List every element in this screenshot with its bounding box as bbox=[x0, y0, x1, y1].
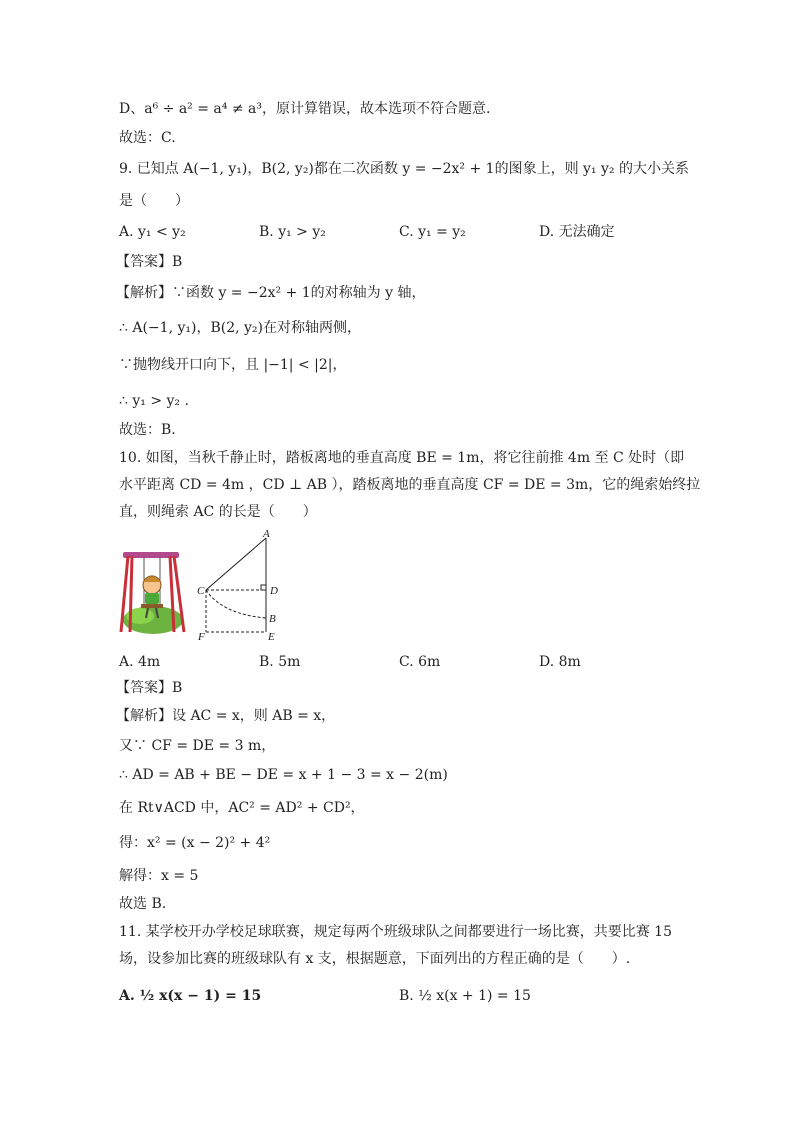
geometry-diagram bbox=[206, 538, 266, 632]
q10-line3: 直，则绳索 AC 的长是（ ） bbox=[119, 504, 317, 520]
q9-line2: 是（ ） bbox=[119, 193, 189, 209]
q10-analysis-2: 又∵ CF = DE = 3 m， bbox=[119, 738, 276, 754]
q10-option-d: D. 8m bbox=[539, 654, 581, 670]
q9-option-b: B. y₁ > y₂ bbox=[259, 224, 326, 240]
q10-select: 故选 B. bbox=[119, 896, 167, 912]
q10-analysis-4: 在 Rt∨ACD 中，AC² = AD² + CD²， bbox=[119, 800, 365, 816]
label-A: A bbox=[263, 528, 270, 540]
q10-analysis-6: 解得：x = 5 bbox=[119, 868, 199, 884]
q10-line1: 10. 如图，当秋千静止时，踏板离地的垂直高度 BE = 1m，将它往前推 4m 至 C 处时（即 bbox=[119, 450, 685, 466]
q10-option-b: B. 5m bbox=[259, 654, 301, 670]
q10-option-a: A. 4m bbox=[119, 654, 161, 670]
q11-line1: 11. 某学校开办学校足球联赛，规定每两个班级球队之间都要进行一场比赛，共要比赛 15 bbox=[119, 924, 672, 940]
label-B: B bbox=[269, 613, 276, 625]
swing-illustration bbox=[121, 552, 184, 634]
q11-option-a: A. ½ x(x − 1) = 15 bbox=[119, 988, 262, 1004]
segment-AC bbox=[206, 538, 266, 590]
q10-option-c: C. 6m bbox=[399, 654, 441, 670]
label-E: E bbox=[268, 631, 275, 643]
label-C: C bbox=[197, 585, 205, 597]
q9-analysis-4: ∴ y₁ > y₂ . bbox=[119, 393, 189, 409]
q9-analysis-1: 【解析】∵函数 y = −2x² + 1的对称轴为 y 轴， bbox=[116, 285, 426, 301]
swing-figure bbox=[118, 528, 294, 644]
q10-line2: 水平距离 CD = 4m ，CD ⊥ AB ），踏板离地的垂直高度 CF = DE = 3m，它的绳索始终拉 bbox=[119, 477, 701, 493]
q9-analysis-2: ∴ A(−1, y₁)，B(2, y₂)在对称轴两侧， bbox=[119, 320, 361, 336]
q9-option-d: D. 无法确定 bbox=[539, 224, 615, 240]
q9-option-a: A. y₁ < y₂ bbox=[119, 224, 186, 240]
q9-select: 故选：B. bbox=[119, 422, 176, 438]
arc-CB bbox=[206, 590, 266, 618]
q9-option-c: C. y₁ = y₂ bbox=[399, 224, 466, 240]
q9-analysis-3: ∵抛物线开口向下，且 |−1| < |2|， bbox=[119, 357, 347, 373]
select-c: 故选：C. bbox=[119, 130, 176, 146]
q10-analysis-1: 【解析】设 AC = x，则 AB = x， bbox=[116, 708, 336, 724]
q11-line2: 场，设参加比赛的班级球队有 x 支，根据题意，下面列出的方程正确的是（ ）. bbox=[119, 951, 631, 967]
q10-analysis-5: 得：x² = (x − 2)² + 4² bbox=[119, 835, 271, 851]
q10-analysis-3: ∴ AD = AB + BE − DE = x + 1 − 3 = x − 2(m) bbox=[119, 767, 448, 783]
right-angle-mark bbox=[261, 585, 266, 590]
q10-answer: 【答案】B bbox=[116, 680, 183, 696]
q11-option-b: B. ½ x(x + 1) = 15 bbox=[399, 988, 531, 1004]
label-F: F bbox=[198, 631, 205, 643]
q9-line1: 9. 已知点 A(−1, y₁)，B(2, y₂)都在二次函数 y = −2x² + 1的图象上，则 y₁ y₂ 的大小关系 bbox=[119, 161, 689, 177]
label-D: D bbox=[270, 585, 278, 597]
q9-answer: 【答案】B bbox=[116, 254, 183, 270]
line-d-option: D、a⁶ ÷ a² = a⁴ ≠ a³，原计算错误，故本选项不符合题意. bbox=[119, 101, 491, 117]
